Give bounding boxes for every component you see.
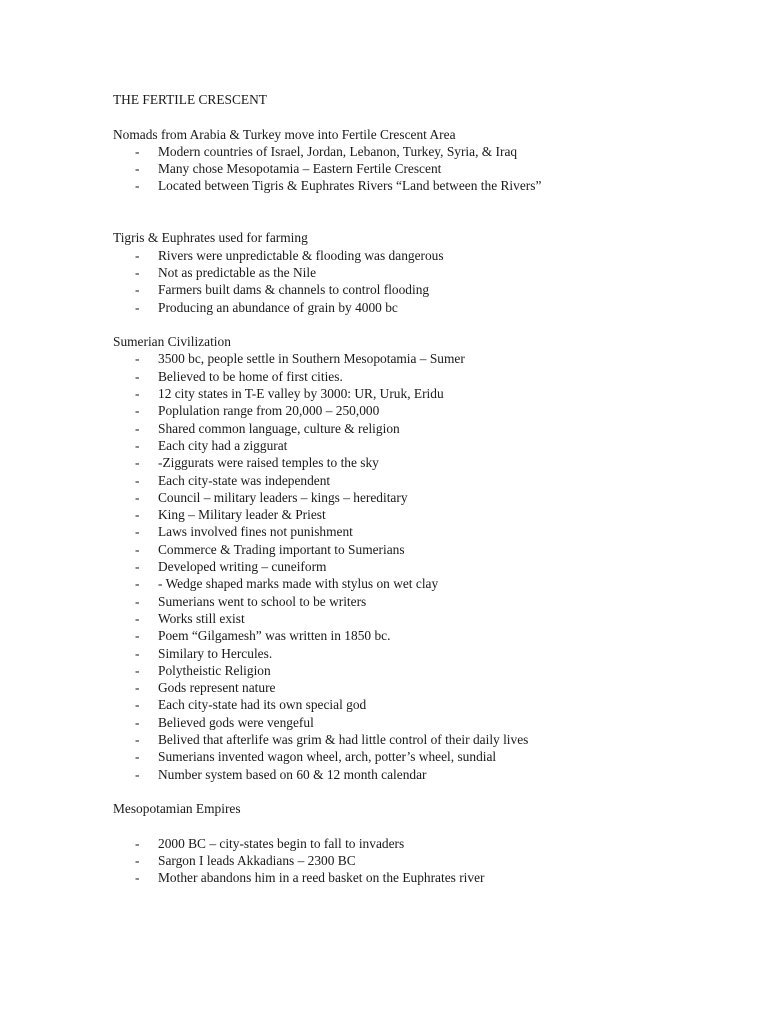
bullet-dash: -: [135, 610, 140, 626]
list-item-text: Poem “Gilgamesh” was written in 1850 bc.: [158, 628, 391, 644]
list-item: [113, 264, 733, 281]
bullet-dash: -: [135, 662, 140, 678]
list-item: [113, 523, 733, 540]
list-item: [113, 143, 733, 160]
bullet-dash: -: [135, 541, 140, 557]
bullet-dash: -: [135, 680, 140, 696]
bullet-dash: -: [135, 472, 140, 488]
list-item-text: Rivers were unpredictable & flooding was dangerous: [158, 247, 444, 263]
bullet-dash: -: [135, 593, 140, 609]
bullet-dash: -: [135, 299, 140, 315]
list-item-text: Many chose Mesopotamia – Eastern Fertile Crescent: [158, 161, 442, 177]
list-item-text: Farmers built dams & channels to control flooding: [158, 282, 430, 298]
list-item: [113, 177, 733, 194]
list-item: [113, 748, 733, 765]
list-item-text: Similary to Hercules.: [158, 645, 273, 661]
list-item-text: Mother abandons him in a reed basket on the Euphrates river: [158, 870, 485, 886]
list-item: [113, 541, 733, 558]
bullet-dash: -: [135, 247, 140, 263]
list-item-text: Each city-state had its own special god: [158, 697, 367, 713]
bullet-dash: -: [135, 576, 140, 592]
list-item-text: 12 city states in T-E valley by 3000: UR, Uruk, Eridu: [158, 386, 444, 402]
list-item-text: Producing an abundance of grain by 4000 bc: [158, 299, 398, 315]
bullet-list: [113, 835, 733, 887]
bullet-dash: -: [135, 178, 140, 194]
list-item: [113, 610, 733, 627]
bullet-dash: -: [135, 161, 140, 177]
bullet-list: [113, 350, 733, 782]
list-item: [113, 627, 733, 644]
bullet-dash: -: [135, 368, 140, 384]
bullet-dash: -: [135, 714, 140, 730]
list-item: [113, 437, 733, 454]
list-item: [113, 558, 733, 575]
section-heading: Mesopotamian Empires: [113, 801, 241, 817]
list-item-text: Works still exist: [158, 610, 245, 626]
list-item: [113, 472, 733, 489]
list-item-text: Located between Tigris & Euphrates Rivers “Land between the Rivers”: [158, 178, 542, 194]
bullet-dash: -: [135, 420, 140, 436]
list-item-text: Not as predictable as the Nile: [158, 264, 317, 280]
bullet-dash: -: [135, 559, 140, 575]
bullet-dash: -: [135, 143, 140, 159]
list-item: [113, 835, 733, 852]
list-item-text: 3500 bc, people settle in Southern Mesopotamia – Sumer: [158, 351, 465, 367]
list-item: [113, 489, 733, 506]
list-item: [113, 575, 733, 592]
list-item-text: Each city had a ziggurat: [158, 437, 288, 453]
list-item: [113, 350, 733, 367]
list-item: [113, 247, 733, 264]
list-item: [113, 852, 733, 869]
list-item-text: King – Military leader & Priest: [158, 507, 326, 523]
list-item: [113, 402, 733, 419]
list-item: [113, 645, 733, 662]
bullet-dash: -: [135, 853, 140, 869]
list-item-text: Commerce & Trading important to Sumerians: [158, 541, 405, 557]
bullet-dash: -: [135, 489, 140, 505]
bullet-dash: -: [135, 524, 140, 540]
list-item-text: Shared common language, culture & religion: [158, 420, 400, 436]
bullet-dash: -: [135, 437, 140, 453]
list-item-text: Believed to be home of first cities.: [158, 368, 343, 384]
bullet-dash: -: [135, 507, 140, 523]
list-item-text: Believed gods were vengeful: [158, 714, 314, 730]
list-item: [113, 368, 733, 385]
list-item-text: Modern countries of Israel, Jordan, Lebanon, Turkey, Syria, & Iraq: [158, 143, 518, 159]
list-item: [113, 454, 733, 471]
list-item-text: Laws involved fines not punishment: [158, 524, 353, 540]
bullet-dash: -: [135, 264, 140, 280]
list-item-text: 2000 BC – city-states begin to fall to invaders: [158, 835, 405, 851]
list-item-text: Polytheistic Religion: [158, 662, 271, 678]
list-item-text: Belived that afterlife was grim & had little control of their daily lives: [158, 731, 529, 747]
bullet-dash: -: [135, 645, 140, 661]
bullet-list: [113, 143, 733, 195]
list-item-text: Poplulation range from 20,000 – 250,000: [158, 403, 380, 419]
bullet-dash: -: [135, 455, 140, 471]
document-title: THE FERTILE CRESCENT: [113, 92, 267, 107]
list-item: [113, 696, 733, 713]
list-item: [113, 662, 733, 679]
list-item: [113, 869, 733, 886]
list-item: [113, 160, 733, 177]
bullet-dash: -: [135, 766, 140, 782]
section-nomads: [113, 126, 733, 195]
section-heading: Sumerian Civilization: [113, 334, 231, 350]
list-item-text: Sumerians went to school to be writers: [158, 593, 367, 609]
bullet-dash: -: [135, 282, 140, 298]
list-item: [113, 281, 733, 298]
document-body: [113, 91, 733, 887]
list-item: [113, 714, 733, 731]
list-item-text: Council – military leaders – kings – hereditary: [158, 489, 408, 505]
bullet-dash: -: [135, 835, 140, 851]
bullet-dash: -: [135, 403, 140, 419]
section-farming: [113, 229, 733, 315]
list-item: [113, 299, 733, 316]
list-item: [113, 385, 733, 402]
bullet-dash: -: [135, 351, 140, 367]
list-item: [113, 679, 733, 696]
list-item-text: Developed writing – cuneiform: [158, 559, 327, 575]
bullet-dash: -: [135, 731, 140, 747]
list-item-text: Gods represent nature: [158, 680, 276, 696]
section-empires: [113, 800, 733, 886]
section-heading: Nomads from Arabia & Turkey move into Fertile Crescent Area: [113, 126, 456, 142]
list-item: [113, 766, 733, 783]
list-item-text: Number system based on 60 & 12 month calendar: [158, 766, 427, 782]
list-item-text: Sargon I leads Akkadians – 2300 BC: [158, 853, 356, 869]
bullet-dash: -: [135, 628, 140, 644]
list-item: [113, 506, 733, 523]
list-item: [113, 593, 733, 610]
list-item: [113, 420, 733, 437]
list-item-text: Sumerians invented wagon wheel, arch, potter’s wheel, sundial: [158, 749, 497, 765]
list-item-text: -Ziggurats were raised temples to the sky: [158, 455, 379, 471]
list-item-text: Each city-state was independent: [158, 472, 331, 488]
bullet-dash: -: [135, 749, 140, 765]
bullet-dash: -: [135, 870, 140, 886]
list-item-text: - Wedge shaped marks made with stylus on wet clay: [158, 576, 439, 592]
bullet-dash: -: [135, 697, 140, 713]
bullet-list: [113, 247, 733, 316]
section-heading: Tigris & Euphrates used for farming: [113, 230, 308, 246]
bullet-dash: -: [135, 386, 140, 402]
section-sumerian: [113, 333, 733, 783]
list-item: [113, 731, 733, 748]
